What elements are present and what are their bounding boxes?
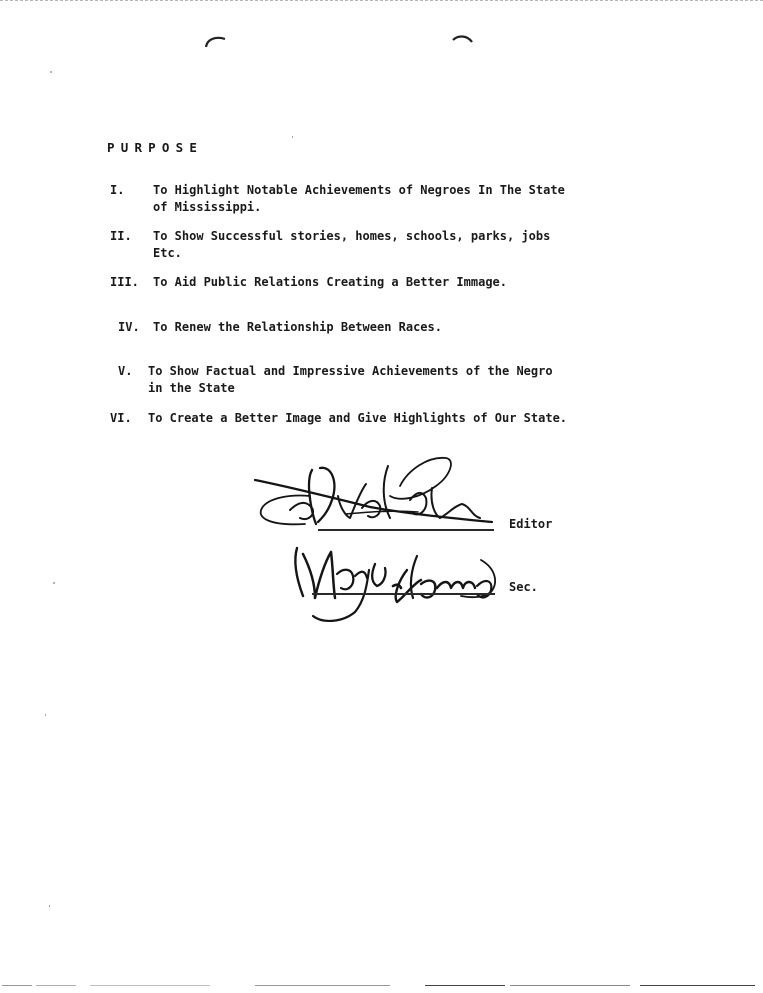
list-item bbox=[118, 319, 618, 336]
item-numeral: I. bbox=[110, 183, 125, 197]
scan-speck bbox=[50, 71, 52, 73]
editor-title: Editor bbox=[509, 517, 553, 531]
list-item bbox=[110, 410, 610, 427]
scan-speck bbox=[292, 136, 293, 138]
punch-hole-mark-right bbox=[452, 34, 474, 48]
item-numeral: VI. bbox=[110, 411, 132, 425]
scan-speck bbox=[49, 905, 50, 907]
item-line: To Create a Better Image and Give Highlights of Our State. bbox=[148, 411, 568, 425]
list-item bbox=[110, 182, 610, 216]
scan-speck bbox=[45, 714, 46, 716]
scan-top-edge bbox=[0, 0, 763, 4]
item-line: To Show Successful stories, homes, schools, parks, jobs bbox=[153, 229, 551, 243]
scan-speck bbox=[53, 582, 55, 584]
page-title: PURPOSE bbox=[107, 140, 204, 155]
item-numeral: V. bbox=[118, 364, 133, 378]
scan-bottom-edge bbox=[0, 985, 763, 989]
list-item bbox=[118, 363, 618, 397]
item-numeral: IV. bbox=[118, 320, 140, 334]
list-item bbox=[110, 274, 610, 291]
item-line: To Highlight Notable Achievements of Negroes In The State bbox=[153, 183, 565, 197]
item-line: Etc. bbox=[153, 246, 182, 260]
item-line: To Renew the Relationship Between Races. bbox=[153, 320, 442, 334]
secretary-title: Sec. bbox=[509, 580, 538, 594]
list-item bbox=[110, 228, 610, 262]
item-numeral: II. bbox=[110, 229, 132, 243]
item-line: To Aid Public Relations Creating a Better Immage. bbox=[153, 275, 508, 289]
punch-hole-mark-left bbox=[204, 34, 226, 48]
item-line: in the State bbox=[148, 381, 235, 395]
editor-signature bbox=[250, 452, 500, 532]
editor-signature-line bbox=[318, 529, 494, 531]
item-line: of Mississippi. bbox=[153, 200, 262, 214]
item-numeral: III. bbox=[110, 275, 139, 289]
secretary-signature-line bbox=[312, 593, 495, 595]
secretary-signature bbox=[285, 540, 505, 625]
item-line: To Show Factual and Impressive Achievements of the Negro bbox=[148, 364, 553, 378]
